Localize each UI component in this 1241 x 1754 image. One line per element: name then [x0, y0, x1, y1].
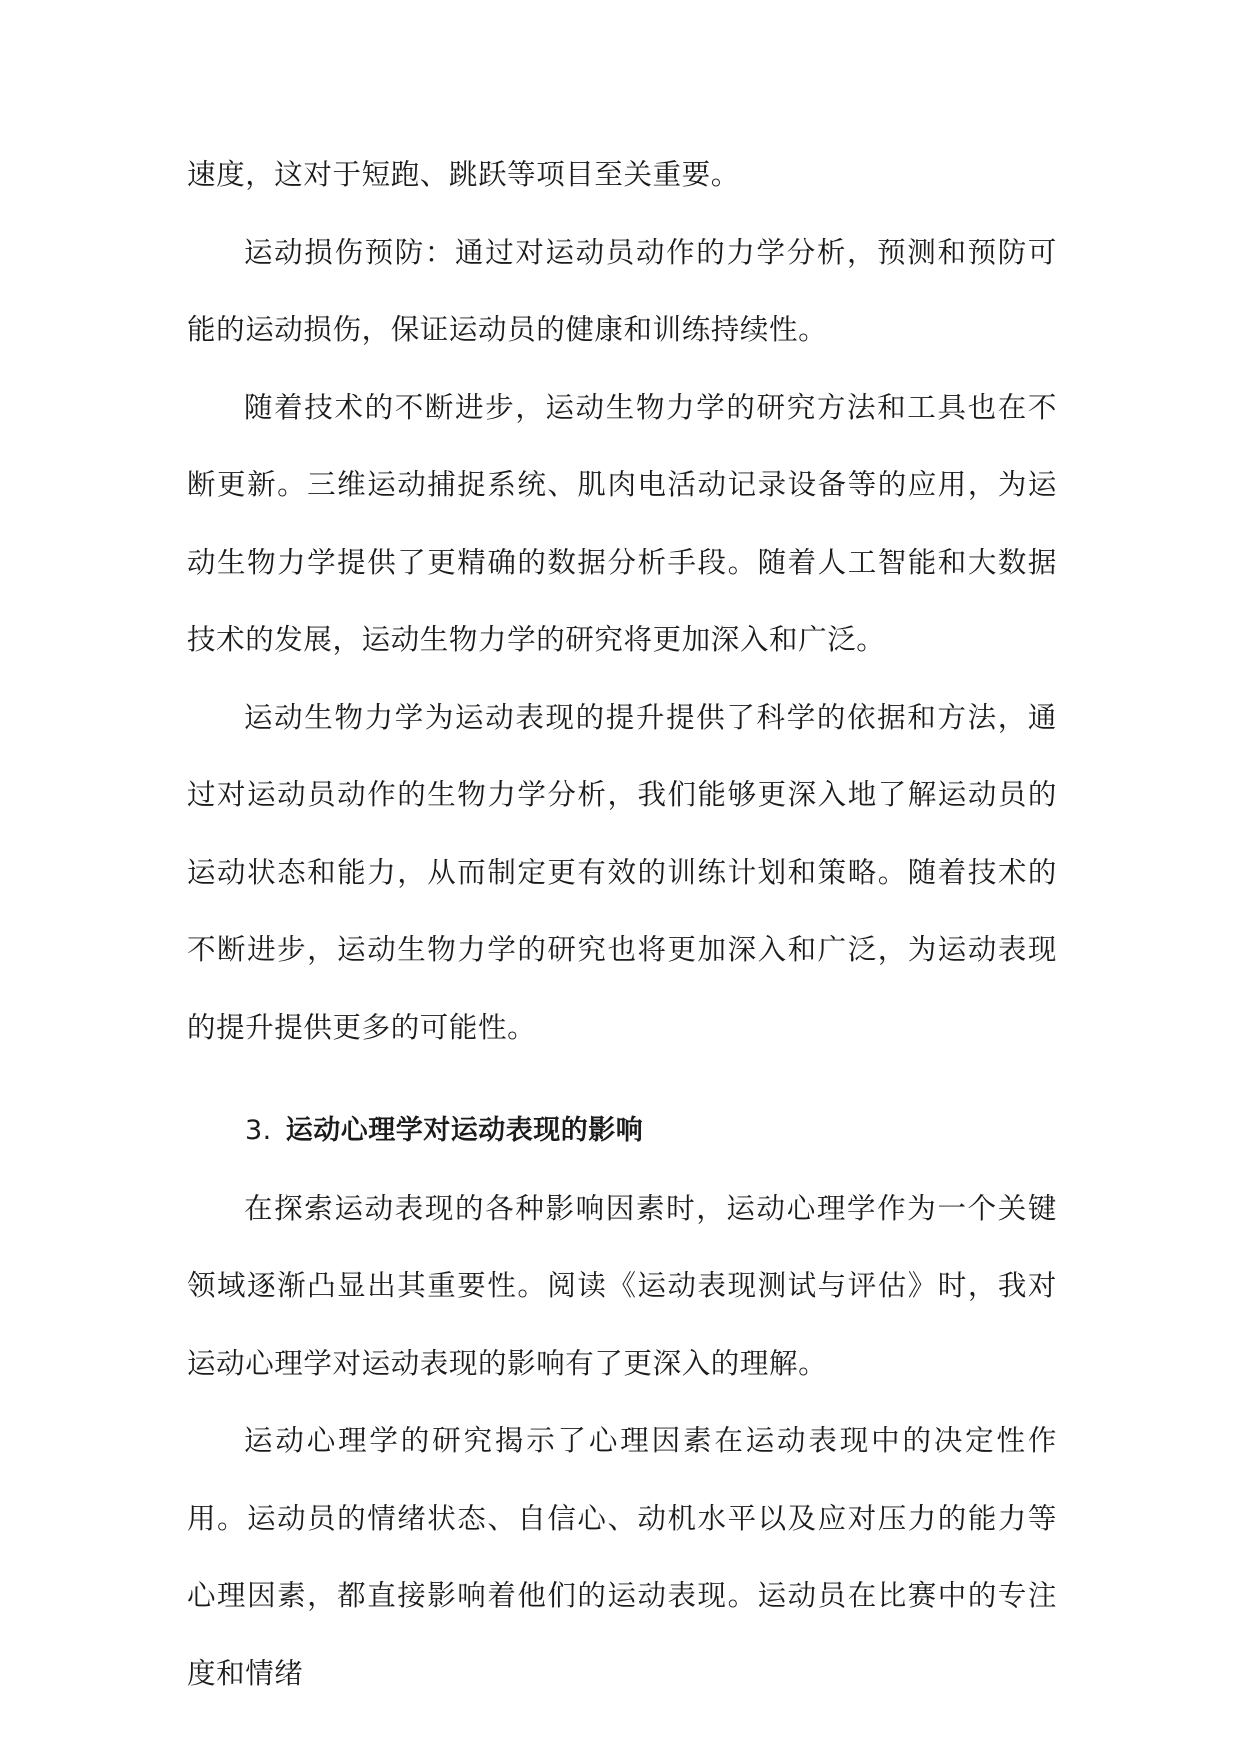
paragraph-psychology-intro: 在探索运动表现的各种影响因素时，运动心理学作为一个关键领域逐渐凸显出其重要性。阅读《运动表现测试与评估》时，我对运动心理学对运动表现的影响有了更深入的理解。 [187, 1191, 1057, 1380]
paragraph-injury-prevention: 运动损伤预防：通过对运动员动作的力学分析，预测和预防可能的运动损伤，保证运动员的健康和训练持续性。 [187, 235, 1057, 346]
paragraph-technology-progress: 随着技术的不断进步，运动生物力学的研究方法和工具也在不断更新。三维运动捕捉系统、肌肉电活动记录设备等的应用，为运动生物力学提供了更精确的数据分析手段。随着人工智能和大数据技术的发展，运动生物力学的研究将更加深入和广泛。 [187, 390, 1057, 656]
paragraph-biomechanics-summary: 运动生物力学为运动表现的提升提供了科学的依据和方法，通过对运动员动作的生物力学分析，我们能够更深入地了解运动员的运动状态和能力，从而制定更有效的训练计划和策略。随着技术的不断进步，运动生物力学的研究也将更加深入和广泛，为运动表现的提升提供更多的可能性。 [187, 700, 1057, 1044]
section-number: 3. [245, 1115, 272, 1146]
text-column [187, 136, 1057, 1712]
section-title: 运动心理学对运动表现的影响 [285, 1115, 644, 1146]
paragraph-continuation: 速度，这对于短跑、跳跃等项目至关重要。 [187, 158, 740, 191]
paragraph-psychology-factors: 运动心理学的研究揭示了心理因素在运动表现中的决定性作用。运动员的情绪状态、自信心、动机水平以及应对压力的能力等心理因素，都直接影响着他们的运动表现。运动员在比赛中的专注度和情绪 [187, 1424, 1057, 1690]
section-heading [187, 1092, 1057, 1170]
